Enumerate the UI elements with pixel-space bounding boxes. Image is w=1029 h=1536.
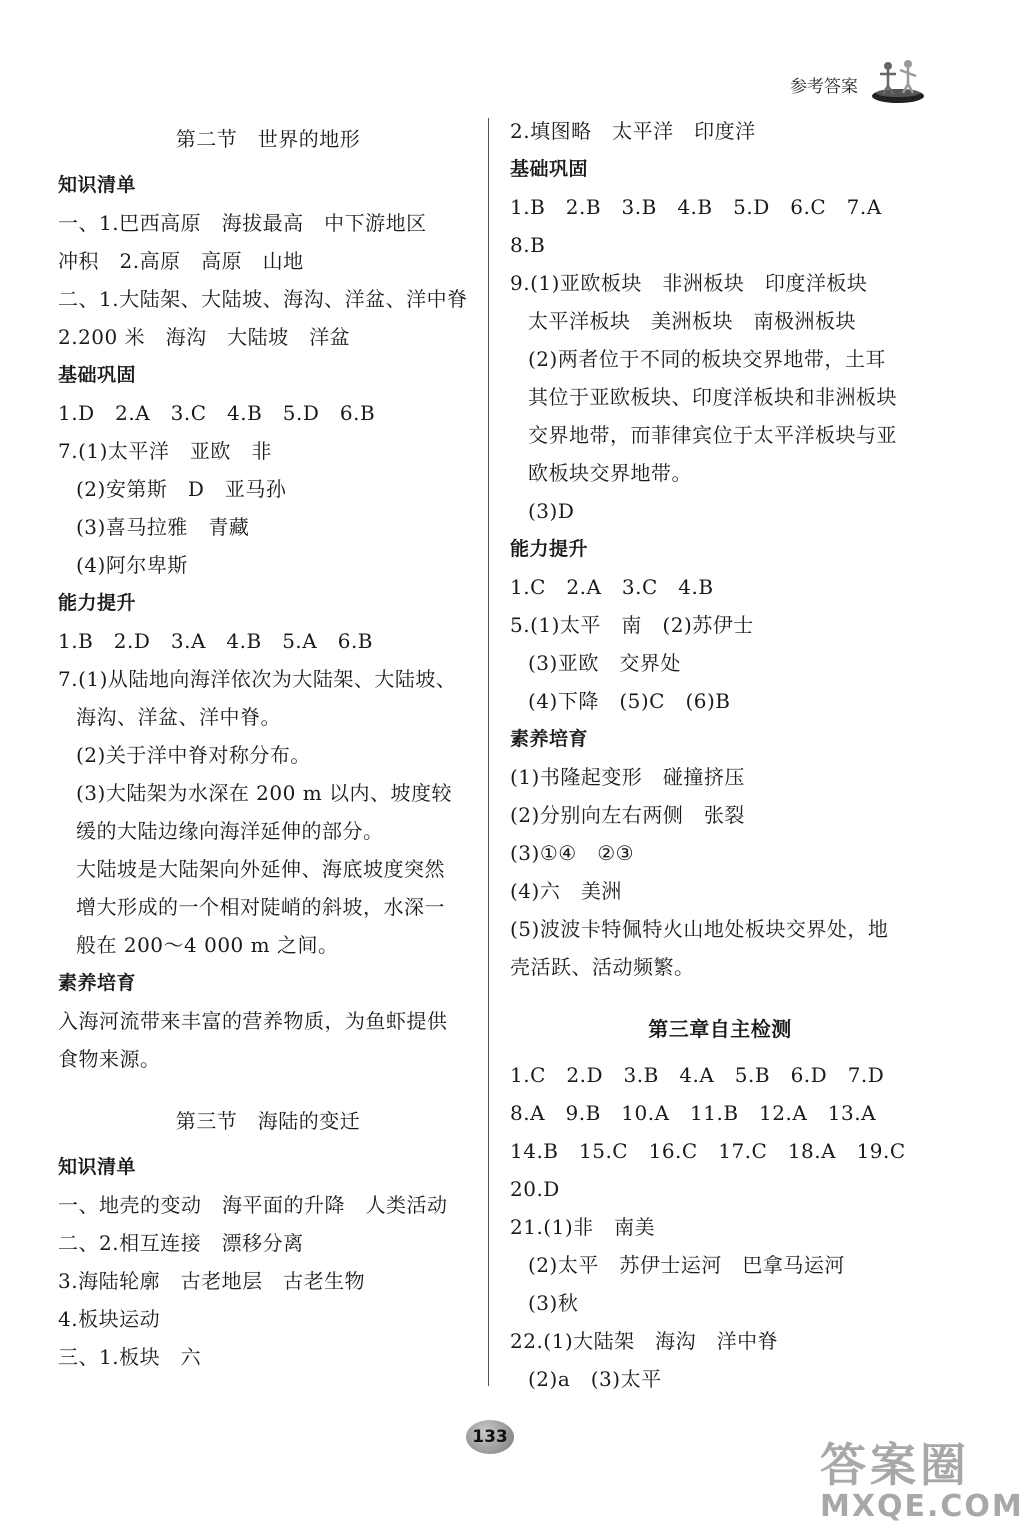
answer-line: 14.B 15.C 16.C 17.C 18.A 19.C (510, 1139, 906, 1163)
answer-line: 缓的大陆边缘向海洋延伸的部分。 (76, 819, 384, 843)
answer-line: 7.(1)太平洋 亚欧 非 (58, 439, 272, 463)
header-answer-tag: 参考答案 (790, 77, 858, 97)
answer-line: 交界地带，而菲律宾位于太平洋板块与亚 (528, 423, 897, 447)
heading-literacy: 素养培育 (58, 972, 137, 994)
answer-line: 般在 200～4 000 m 之间。 (76, 933, 339, 957)
answer-line: 8.B (510, 233, 546, 257)
answer-line: 7.(1)从陆地向海洋依次为大陆架、大陆坡、 (58, 667, 457, 691)
answer-line: 3.海陆轮廓 古老地层 古老生物 (58, 1269, 366, 1293)
heading-ability-improvement: 能力提升 (510, 538, 589, 560)
answer-line: 1.C 2.A 3.C 4.B (510, 575, 714, 599)
answer-line: 2.200 米 海沟 大陆坡 洋盆 (58, 325, 351, 349)
left-column (58, 112, 478, 1376)
answer-line: 三、1.板块 六 (58, 1345, 202, 1369)
answer-line: (2)安第斯 D 亚马孙 (76, 477, 287, 501)
answer-line: 一、1.巴西高原 海拔最高 中下游地区 (58, 211, 427, 235)
heading-knowledge-list: 知识清单 (58, 174, 137, 196)
answer-line: (2)分别向左右两侧 张裂 (510, 803, 745, 827)
answer-line: 1.C 2.D 3.B 4.A 5.B 6.D 7.D (510, 1063, 885, 1087)
answer-line: 1.B 2.D 3.A 4.B 5.A 6.B (58, 629, 374, 653)
answer-line: (2)太平 苏伊士运河 巴拿马运河 (528, 1253, 845, 1277)
answer-line: (5)波波卡特佩特火山地处板块交界处，地 (510, 917, 889, 941)
answer-line: 2.填图略 太平洋 印度洋 (510, 119, 756, 143)
answer-line: 壳活跃、活动频繁。 (510, 955, 695, 979)
answer-line: 一、地壳的变动 海平面的升降 人类活动 (58, 1193, 448, 1217)
answer-line: (4)阿尔卑斯 (76, 553, 188, 577)
answer-line: 大陆坡是大陆架向外延伸、海底坡度突然 (76, 857, 445, 881)
column-divider (488, 118, 489, 1386)
answer-line: 8.A 9.B 10.A 11.B 12.A 13.A (510, 1101, 877, 1125)
answer-line: 冲积 2.高原 高原 山地 (58, 249, 304, 273)
heading-ability-improvement: 能力提升 (58, 592, 137, 614)
answer-line: (2)关于洋中脊对称分布。 (76, 743, 311, 767)
answer-line: 二、1.大陆架、大陆坡、海沟、洋盆、洋中脊 (58, 287, 468, 311)
answer-line: (4)六 美洲 (510, 879, 622, 903)
answer-line: 4.板块运动 (58, 1307, 161, 1331)
answer-line: 二、2.相互连接 漂移分离 (58, 1231, 304, 1255)
answer-line: (2)a (3)太平 (528, 1367, 662, 1391)
page-number: 133 (466, 1420, 514, 1454)
section-title-chapter3-test: 第三章自主检测 (648, 1017, 792, 1041)
heading-basic-consolidation: 基础巩固 (58, 364, 137, 386)
answer-line: (3)喜马拉雅 青藏 (76, 515, 250, 539)
watermark-url: MXQE.COM (820, 1489, 1024, 1524)
answer-line: 1.D 2.A 3.C 4.B 5.D 6.B (58, 401, 376, 425)
answer-line: 1.B 2.B 3.B 4.B 5.D 6.C 7.A (510, 195, 882, 219)
right-column (510, 112, 930, 1398)
watermark-main: 答案圈 (820, 1438, 970, 1492)
answer-line: 22.(1)大陆架 海沟 洋中脊 (510, 1329, 779, 1353)
heading-basic-consolidation: 基础巩固 (510, 158, 589, 180)
answer-line: (3)秋 (528, 1291, 579, 1315)
answer-line: (2)两者位于不同的板块交界地带，土耳 (528, 347, 886, 371)
answer-line: 5.(1)太平 南 (2)苏伊士 (510, 613, 754, 637)
section-title-sea-land-change: 第三节 海陆的变迁 (175, 1109, 361, 1133)
answer-line: 9.(1)亚欧板块 非洲板块 印度洋板块 (510, 271, 868, 295)
answer-line: (4)下降 (5)C (6)B (528, 689, 731, 713)
answer-line: 欧板块交界地带。 (528, 461, 692, 485)
answer-line: (3)D (528, 499, 575, 523)
answer-line: (1)书隆起变形 碰撞挤压 (510, 765, 745, 789)
heading-knowledge-list: 知识清单 (58, 1156, 137, 1178)
section-title-world-landforms: 第二节 世界的地形 (175, 127, 361, 151)
header-logo-icon (870, 56, 926, 104)
watermark (820, 1438, 1024, 1532)
answer-line: (3)大陆架为水深在 200 m 以内、坡度较 (76, 781, 453, 805)
answer-line: 其位于亚欧板块、印度洋板块和非洲板块 (528, 385, 897, 409)
answer-line: 入海河流带来丰富的营养物质，为鱼虾提供 (58, 1009, 448, 1033)
answer-line: (3)亚欧 交界处 (528, 651, 681, 675)
answer-line: (3)①④ ②③ (510, 841, 635, 865)
answer-line: 21.(1)非 南美 (510, 1215, 656, 1239)
heading-literacy: 素养培育 (510, 728, 589, 750)
answer-line: 20.D (510, 1177, 560, 1201)
answer-line: 海沟、洋盆、洋中脊。 (76, 705, 281, 729)
answer-line: 增大形成的一个相对陡峭的斜坡，水深一 (76, 895, 445, 919)
answer-line: 食物来源。 (58, 1047, 161, 1071)
answer-line: 太平洋板块 美洲板块 南极洲板块 (528, 309, 856, 333)
